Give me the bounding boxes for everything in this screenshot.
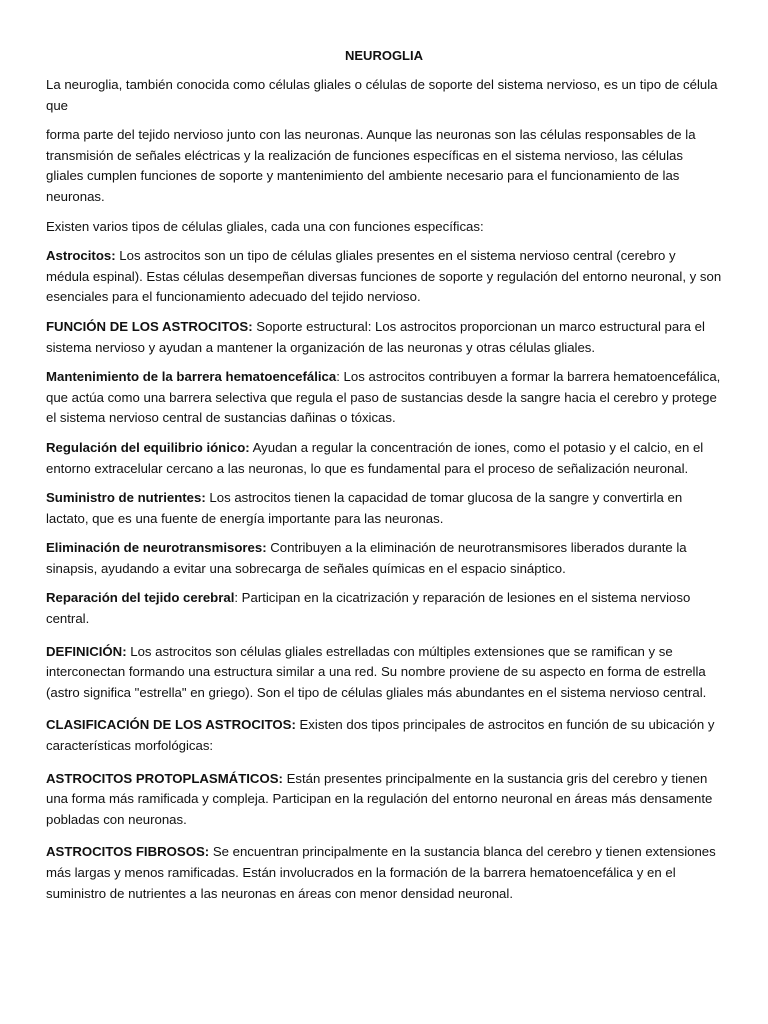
section-lead: ASTROCITOS PROTOPLASMÁTICOS: — [46, 770, 283, 786]
section-text: Los astrocitos son un tipo de células gliales presentes en el sistema nervioso central (cerebro y médula espinal). Estas células desempeñan diversas funciones de soporte y regulación del entorno neuronal, y son esenciales para el funcionamiento adecuado del tejido nervioso. — [46, 248, 722, 305]
section-lead: Mantenimiento de la barrera hematoencefálica — [46, 369, 337, 385]
section-lead: Astrocitos: — [46, 248, 116, 264]
section-barrera — [46, 367, 722, 429]
section-text: Están presentes principalmente en la sustancia gris del cerebro y tienen una forma más ramificada y compleja. Participan en la regulación del entorno neuronal en áreas más densamente pobladas con neuronas. — [46, 770, 713, 827]
section-text: Existen dos tipos principales de astrocitos en función de su ubicación y características morfológicas: — [46, 717, 715, 754]
section-clasificacion — [46, 715, 722, 756]
types-intro-paragraph: Existen varios tipos de células gliales, cada una con funciones específicas: — [46, 218, 484, 234]
section-text: : Los astrocitos contribuyen a formar la barrera hematoencefálica, que actúa como una barrera selectiva que regula el paso de sustancias desde la sangre hacia el cerebro y protege el sistema nervioso central de sustancias dañinas o tóxicas. — [46, 369, 721, 426]
section-lead: Reparación del tejido cerebral — [46, 590, 235, 606]
section-lead: Suministro de nutrientes: — [46, 490, 206, 506]
section-text: Soporte estructural: Los astrocitos proporcionan un marco estructural para el sistema nervioso y ayudan a mantener la organización de las neuronas y otras células gliales. — [46, 318, 705, 355]
section-lead: Eliminación de neurotransmisores: — [46, 540, 267, 556]
section-lead: ASTROCITOS FIBROSOS: — [46, 844, 210, 860]
section-definicion — [46, 642, 722, 704]
section-lead: Regulación del equilibrio iónico: — [46, 439, 250, 455]
section-funcion — [46, 317, 722, 358]
section-text: : Participan en la cicatrización y reparación de lesiones en el sistema nervioso central. — [46, 590, 691, 627]
section-reparacion — [46, 588, 722, 629]
section-neurotransmisores — [46, 538, 722, 579]
section-protoplasmaticos — [46, 769, 722, 831]
intro-paragraph-2: forma parte del tejido nervioso junto con las neuronas. Aunque las neuronas son las células responsables de la transmisión de señales eléctricas y la realización de funciones específicas en el sistema nervioso, las células gliales cumplen funciones de soporte y mantenimiento del ambiente necesario para el funcionamiento de las neuronas. — [46, 127, 696, 204]
section-text: Contribuyen a la eliminación de neurotransmisores liberados durante la sinapsis, ayudando a evitar una sobrecarga de señales químicas en el espacio sináptico. — [46, 540, 687, 576]
section-text: Los astrocitos son células gliales estrelladas con múltiples extensiones que se ramifican y se interconectan formando una estructura similar a una red. Su nombre proviene de su aspecto en forma de estrella (astro significa "estrella" en griego). Son el tipo de células gliales más abundantes en el sistema nervioso central. — [46, 643, 707, 700]
intro-paragraph-1: La neuroglia, también conocida como células gliales o células de soporte del sistema nervioso, es un tipo de célula que — [46, 77, 718, 113]
document-title: NEUROGLIA — [345, 48, 423, 63]
section-text: Se encuentran principalmente en la sustancia blanca del cerebro y tienen extensiones más largas y menos ramificadas. Están involucrados en la formación de la barrera hematoencefálica y en el suministro de nutrientes a las neuronas en áreas con menor densidad neuronal. — [46, 844, 716, 901]
section-equilibrio-ionico — [46, 438, 722, 479]
section-fibrosos — [46, 842, 722, 904]
section-text: Ayudan a regular la concentración de iones, como el potasio y el calcio, en el entorno extracelular cercano a las neuronas, lo que es fundamental para el proceso de señalización neuronal. — [46, 439, 704, 476]
section-lead: DEFINICIÓN: — [46, 643, 127, 659]
section-text: Los astrocitos tienen la capacidad de tomar glucosa de la sangre y convertirla en lactato, que es una fuente de energía importante para las neuronas. — [46, 490, 683, 526]
section-lead: CLASIFICACIÓN DE LOS ASTROCITOS: — [46, 717, 296, 733]
section-lead: FUNCIÓN DE LOS ASTROCITOS: — [46, 318, 253, 334]
section-astrocitos — [46, 246, 722, 308]
section-nutrientes — [46, 488, 722, 529]
